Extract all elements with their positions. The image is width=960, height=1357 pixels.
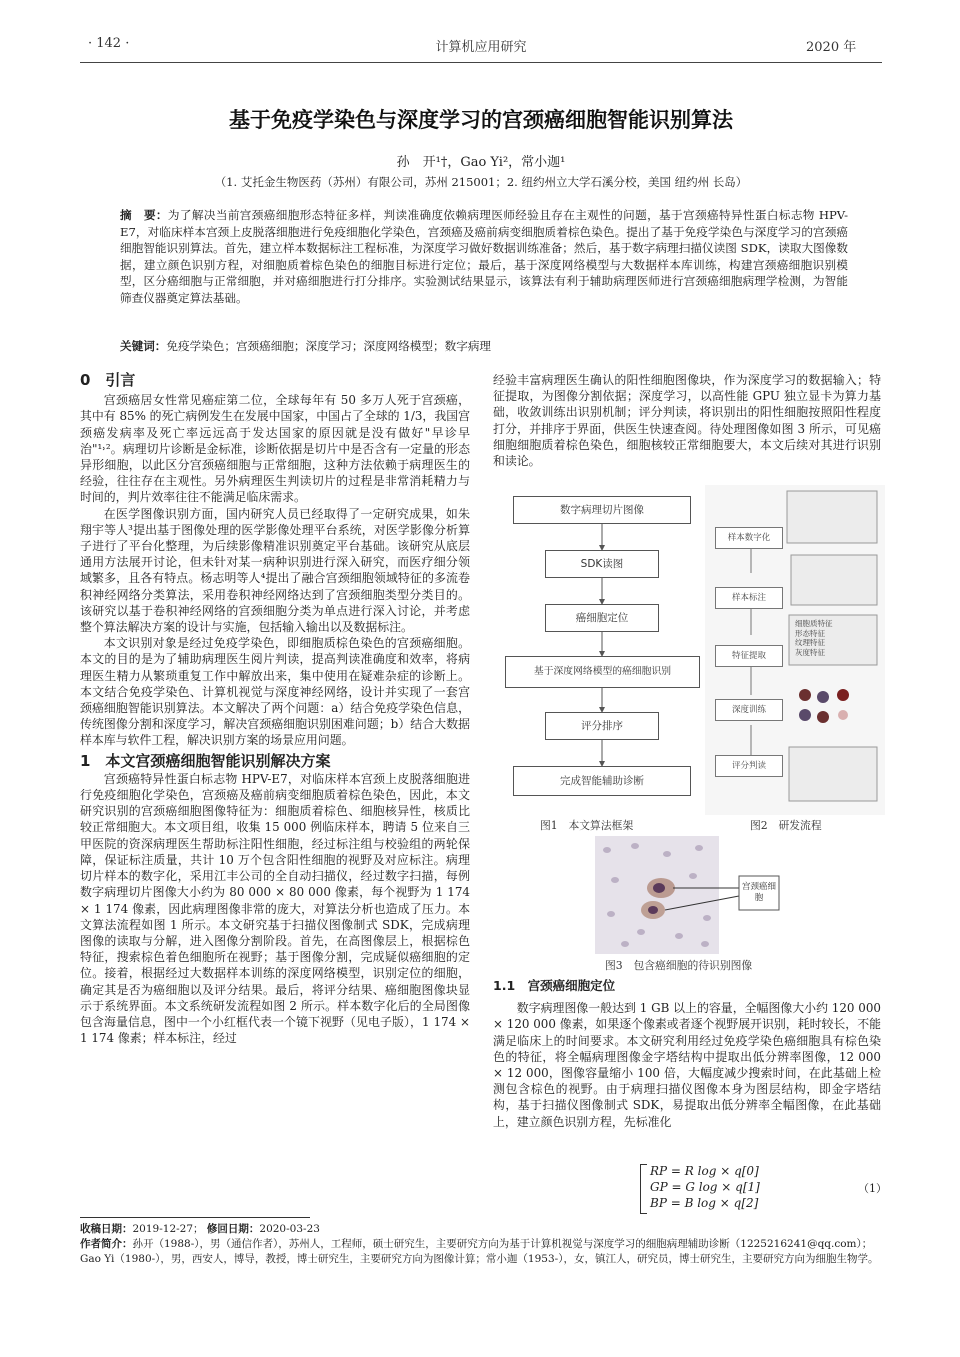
feature-item: 形态特征 <box>795 628 825 638</box>
paper-title: 基于免疫学染色与深度学习的宫颈癌细胞智能识别算法 <box>229 108 733 132</box>
abstract-text: 为了解决当前宫颈癌细胞形态特征多样，判读准确度依赖病理医师经验且存在主观性的问题，基于宫颈癌特异性蛋白标志物 HPV-E7，对临床样本宫颈上皮脱落细胞进行免疫细胞化学染色，宫颈癌及癌前病变细胞质着棕色染色。提出了基于免疫学染色与深度学习的宫颈癌细胞智能识别算法。首先，建立样本数据标注工程标准，为深度学习做好数据训练准备；然后，基于数字病理扫描仪读图 SDK，读取大图像数据，建立颜色识别方程，对细胞质着棕色染色的细胞目标进行定位；最后，基于深度网络模型与大数据样本库训练，构建宫颈癌细胞识别模型，区分癌细胞与正常细胞，并对癌细胞进行打分排序。实验测试结果显示，该算法有利于辅助病理医师进行宫颈癌细胞病理学检测，为智能筛查仪器奠定算法基础。 <box>120 208 848 305</box>
flow-box-slide-image: 数字病理切片图像 <box>513 496 691 524</box>
author-bio <box>80 1237 882 1267</box>
author-bio-text: 孙开（1988-），男（通信作者），苏州人，工程师，硕士研究生，主要研究方向为基于计算机视觉与深度学习的细胞病理辅助诊断（1225216241@qq.com）；Gao Yi（1980-），男，西安人，博导，教授，博士研究生，主要研究方向为图像计算；常小迦（1953-），女，镇江人，研究员，博士研究生，主要研究方向为细胞生物学。 <box>80 1238 879 1265</box>
intro-paragraph-2: 在医学图像识别方面，国内研究人员已经取得了一定研究成果，如朱翔宇等人³提出基于图像处理的医学影像处理平台系统，对医学影像分析算子进行了平台化整理，为后续影像精准识别奠定平台基础。该研究从底层通用方法展开讨论，但未针对某一病种识别进行深入研究，而医疗细分领域繁多，且各有特点。杨志明等人⁴提出了融合宫颈细胞领域特征的多流卷积神经网络分类算法，采用卷积神经网络达到了宫颈细胞类型分类目的。该研究以基于卷积神经网络的宫颈细胞分类为单点进行深入讨论，并考虑整个算法解决方案的设计与实施，包括输入输出以及数据标注。 <box>80 506 470 635</box>
section-1-paragraph-1: 宫颈癌特异性蛋白标志物 HPV-E7，对临床样本宫颈上皮脱落细胞进行免疫细胞化学染色，宫颈癌及癌前病变细胞质着棕色染色，因此，本文研究识别的宫颈癌细胞图像特征为：细胞质着棕色、细胞核异性，核质比较正常细胞大。本文项目组，收集 15 000 例临床样本，聘请 5 位来自三甲医院的资深病理医生帮助标注阳性细胞，经过标注组与校验组的两轮保障，保证标注质量，共计 10 万个包含阳性细胞的视野及对应标注。病理切片样本的数字化，采用江丰公司的全自动扫描仪，经过数字扫描，每例数字病理切片图像大小约为 80 000 × 80 000 像素，每个视野为 1 174 × 1 174 像素，因此病理图像非常的庞大，对算法分析也造成了压力。本文算法流程如图 1 所示。本文研究基于扫描仪图像制式 SDK，完成病理图像的读取与分解，进入图像分割阶段。首先，在高图像层上，根据棕色特征，搜索棕色着色细胞所在视野；基于图像分割，完成疑似癌细胞的定位。接着，根据经过大数据样本训练的深度网络模型，识别定位的细胞，确定其是否为癌细胞以及评分结果。最后，将评分结果、癌细胞图像块显示于系统界面。本文系统研发流程如图 2 所示。样本数字化后的全局图像包含海量信息，图中一个小红框代表一个镜下视野（见电子版），1 174 × 1 174 像素；样本标注，经过 <box>80 771 470 1046</box>
equation-line-rp: RP = R log × q[0] <box>650 1164 759 1178</box>
affiliations: （1. 艾托金生物医药（苏州）有限公司，苏州 215001；2. 纽约州立大学石溪分校，美国 纽约州 长岛） <box>214 175 748 189</box>
research-box-annotate: 样本标注 <box>715 587 783 609</box>
feature-item: 细胞质特征 <box>795 619 833 628</box>
intro-paragraph-3: 本文识别对象是经过免疫学染色，即细胞质棕色染色的宫颈癌细胞。本文的目的是为了辅助病理医生阅片判读，提高判读准确度和效率，将病理医生精力从繁琐重复工作中解放出来，集中使用在疑难杂症的诊断上。本文结合免疫学染色、计算机视觉与深度神经网络，设计并实现了一套宫颈癌细胞智能识别算法。本文解决了两个问题：a）结合免疫学染色信息，传统图像分割和深度学习，解决宫颈癌细胞识别困难问题；b）结合大数据样本库与软件工程，解决识别方案的场景应用问题。 <box>80 636 470 748</box>
right-column-bottom <box>493 978 881 1130</box>
right-paragraph-1: 经验丰富病理医生确认的阳性细胞图像块，作为深度学习的数据输入；特征提取，为图像分割依据；深度学习，以高性能 GPU 独立显卡为算力基础，收敛训练出识别机制；评分判读，将识别出的阳性细胞按照阳性程度打分，并排序于界面，供医生快速查阅。待处理图像如图 3 所示，可见癌细胞细胞质着棕色染色，细胞核较正常细胞要大，本文后续对其进行识别和读论。 <box>493 373 881 469</box>
section-1-heading: 1 本文宫颈癌细胞智能识别解决方案 <box>80 751 331 770</box>
subsection-1-1-paragraph: 数字病理图像一般达到 1 GB 以上的容量，全幅图像大小约 120 000 × 120 000 像素，如果逐个像素或者逐个视野展开识别，耗时较长，不能满足临床上的时间要求。本文研究利用经过免疫学染色癌细胞具有棕色染色的特征，将全幅病理图像金字塔结构中提取出低分辨率图像，12 000 × 12 000，图像容量缩小 100 倍，大幅度减少搜索时间，在此基础上检测包含棕色的视野。由于病理扫描仪图像本身为图层结构，即金字塔结构，基于扫描仪图像制式 SDK，易提取出低分辨率全幅图像，在此基础上，建立颜色识别方程，先标准化 <box>493 1001 881 1129</box>
flow-box-assisted-diagnosis: 完成智能辅助诊断 <box>513 766 691 796</box>
figure-2-research-flow <box>705 485 885 815</box>
left-column <box>80 372 470 1046</box>
keywords-label: 关键词： <box>120 339 167 353</box>
page-number: · 142 · <box>88 36 130 51</box>
flow-box-deep-recognition: 基于深度网络模型的癌细胞识别 <box>505 656 700 688</box>
footnote <box>80 1222 882 1267</box>
equation-brace <box>640 1164 647 1214</box>
figure-2-caption: 图2 研发流程 <box>750 819 822 832</box>
equation-line-bp: BP = B log × q[2] <box>650 1196 759 1210</box>
revised-label: 修回日期： <box>206 1223 260 1235</box>
abstract-label: 摘 要： <box>120 208 168 222</box>
received-dates <box>80 1222 882 1237</box>
research-box-score: 评分判读 <box>715 755 783 777</box>
cancer-cell-label: 宫颈癌细胞 <box>742 882 777 903</box>
received-date: 2019-12-27； <box>132 1223 204 1235</box>
research-box-digitize: 样本数字化 <box>715 527 783 549</box>
flow-box-cell-locate: 癌细胞定位 <box>545 604 659 632</box>
keywords <box>120 338 848 354</box>
feature-list <box>795 619 875 657</box>
research-box-train: 深度训练 <box>715 699 783 721</box>
equation-number: （1） <box>858 1182 887 1195</box>
footnote-rule <box>80 1217 310 1218</box>
journal-year: 2020 年 <box>806 40 857 55</box>
figure-1-caption: 图1 本文算法框架 <box>540 819 634 832</box>
subsection-1-1-heading: 1.1 宫颈癌细胞定位 <box>493 978 616 993</box>
keywords-text: 免疫学染色；宫颈癌细胞；深度学习；深度网络模型；数字病理 <box>166 339 492 353</box>
abstract <box>120 207 848 307</box>
figure-3-caption: 图3 包含癌细胞的待识别图像 <box>605 959 753 972</box>
header-rule <box>80 62 882 63</box>
journal-name: 计算机应用研究 <box>435 40 527 55</box>
figure-1-flowchart <box>505 482 700 822</box>
authors: 孙 开¹†，Gao Yi²，常小迦¹ <box>396 155 566 170</box>
flow-box-score-sort: 评分排序 <box>545 712 659 740</box>
author-bio-label: 作者简介： <box>80 1238 133 1250</box>
section-0-heading: 0 引言 <box>80 371 136 389</box>
flow-box-sdk-read: SDK读图 <box>545 550 659 578</box>
feature-item: 纹理特征 <box>795 638 825 647</box>
figure-3-micrograph <box>595 836 795 954</box>
received-label: 收稿日期： <box>80 1223 133 1235</box>
intro-paragraph-1: 宫颈癌居女性常见癌症第二位，全球每年有 50 多万人死于宫颈癌，其中有 85% 的死亡病例发生在发展中国家，中国占了全球的 1/3，我国宫颈癌发病率及死亡率远远高于发达国家的原因就是没有做好"早诊早治"¹˒²。病理切片诊断是金标准，诊断依据是切片中是否含有一定量的形态异形细胞，以此区分宫颈癌细胞与正常细胞，这种方法依赖于病理医生的经验，往往存在主观性。另外病理医生判读切片的过程是非常消耗精力与时间的，判片效率往往不能满足临床需求。 <box>80 393 470 505</box>
research-box-feature: 特征提取 <box>715 645 783 667</box>
right-column-top <box>493 372 881 469</box>
equation-1 <box>640 1164 887 1214</box>
equation-line-gp: GP = G log × q[1] <box>650 1180 760 1194</box>
revised-date: 2020-03-23 <box>259 1223 320 1235</box>
feature-item: 灰度特征 <box>795 647 825 657</box>
